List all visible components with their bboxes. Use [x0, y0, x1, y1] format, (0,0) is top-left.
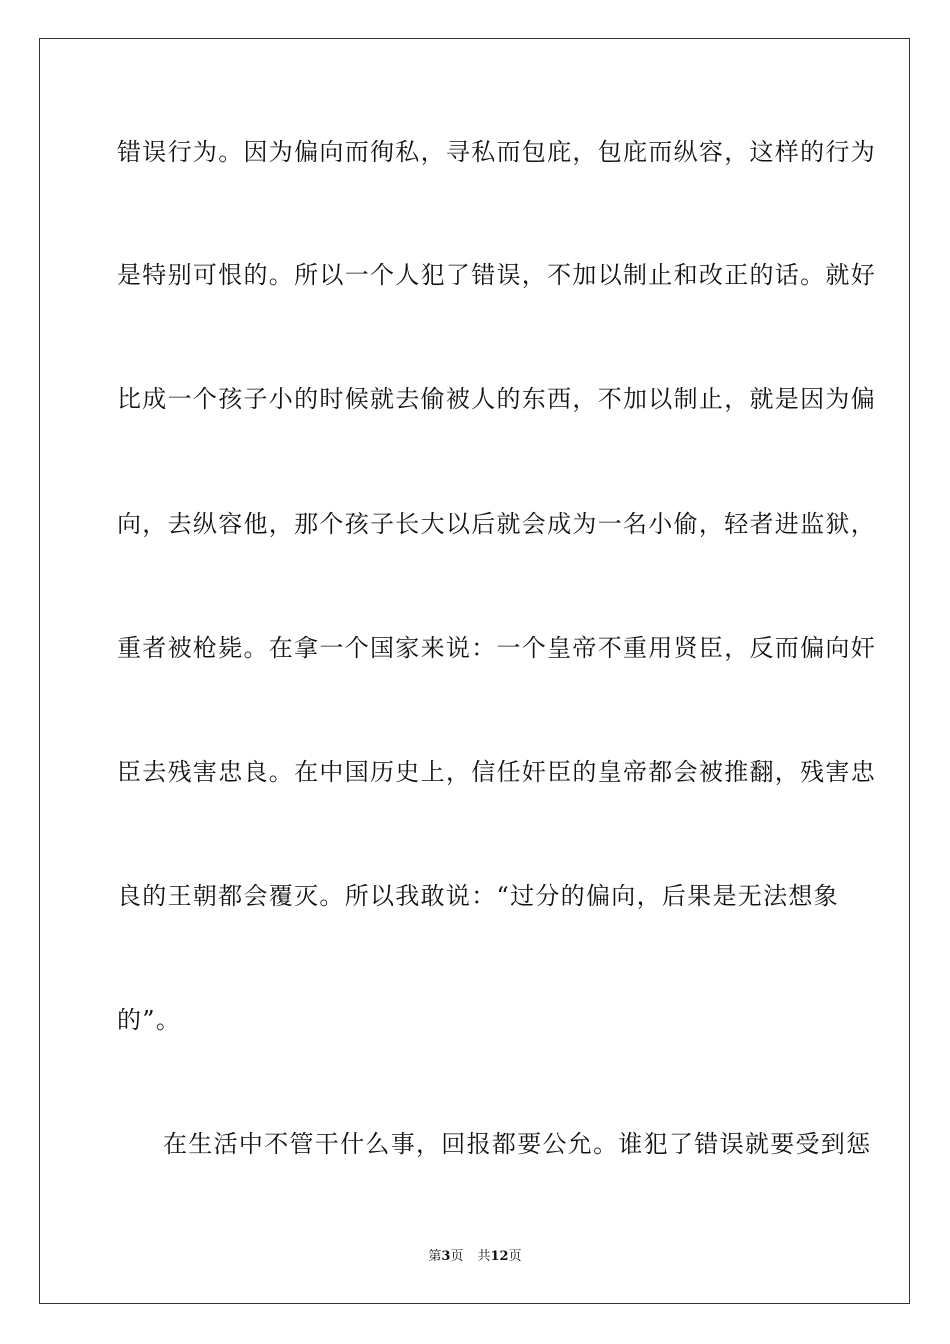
body-line-8: 的”。: [117, 1006, 182, 1034]
body-line-5: 重者被枪毙。在拿一个国家来说：一个皇帝不重用贤臣，反而偏向奸: [117, 634, 876, 662]
footer-total-prefix: 共: [477, 1249, 491, 1264]
body-line-7: 良的王朝都会覆灭。所以我敢说：“过分的偏向，后果是无法想象: [117, 882, 839, 910]
page-footer: [0, 1248, 950, 1266]
body-line-1: 错误行为。因为偏向而徇私，寻私而包庇，包庇而纵容，这样的行为: [117, 138, 876, 166]
body-line-2: 是特别可恨的。所以一个人犯了错误，不加以制止和改正的话。就好: [117, 261, 876, 289]
footer-page-prefix: 第: [428, 1249, 442, 1264]
footer-total-pages: 12: [490, 1249, 509, 1264]
paragraph-2-line-1: 在生活中不管干什么事，回报都要公允。谁犯了错误就要受到惩: [163, 1130, 872, 1158]
body-line-6: 臣去残害忠良。在中国历史上，信任奸臣的皇帝都会被推翻，残害忠: [117, 758, 876, 786]
body-line-4: 向，去纵容他，那个孩子长大以后就会成为一名小偷，轻者进监狱，: [117, 510, 876, 538]
footer-page-suffix: 页: [450, 1249, 464, 1264]
body-line-3: 比成一个孩子小的时候就去偷被人的东西，不加以制止，就是因为偏: [117, 385, 876, 413]
page-frame: [39, 38, 910, 1304]
footer-total-suffix: 页: [508, 1249, 522, 1264]
footer-page-number: 3: [441, 1249, 451, 1264]
